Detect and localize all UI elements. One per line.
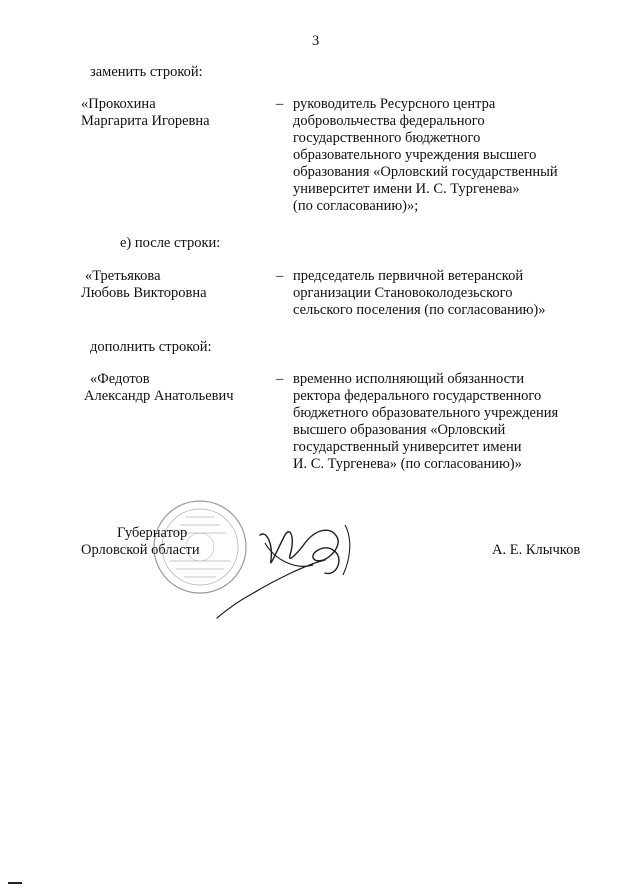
entry1-desc-line: университет имени И. С. Тургенева» <box>293 181 520 197</box>
entry3-description <box>293 371 593 473</box>
entry1-name-line2: Маргарита Игоревна <box>81 113 210 129</box>
entry3-name-line2: Александр Анатольевич <box>84 388 234 404</box>
entry3-desc-line: бюджетного образовательного учреждения <box>293 405 559 421</box>
entry1-name-line1: «Прокохина <box>81 96 156 112</box>
entry1-desc-line: (по согласованию)»; <box>293 198 419 214</box>
entry1-desc-line: руководитель Ресурсного центра <box>293 96 496 112</box>
entry2-desc-line: организации Становоколодезьского <box>293 285 513 301</box>
entry3-desc-line: временно исполняющий обязанности <box>293 371 525 387</box>
replace-label: заменить строкой: <box>90 64 203 80</box>
entry1-desc-line: государственного бюджетного <box>293 130 481 146</box>
entry2-description <box>293 268 593 319</box>
margin-mark <box>8 882 22 884</box>
entry1-dash: – <box>276 96 284 112</box>
entry3-dash: – <box>276 371 284 387</box>
governor-title-line2: Орловской области <box>81 542 200 558</box>
entry3-desc-line: государственный университет имени <box>293 439 522 455</box>
entry1-desc-line: образовательного учреждения высшего <box>293 147 537 163</box>
entry1-desc-line: добровольчества федерального <box>293 113 485 129</box>
governor-title-line1: Губернатор <box>117 525 188 541</box>
after-label: е) после строки: <box>120 235 221 251</box>
entry3-desc-line: И. С. Тургенева» (по согласованию)» <box>293 456 522 472</box>
entry2-dash: – <box>276 268 284 284</box>
entry3-name-line1: «Федотов <box>90 371 150 387</box>
entry1-desc-line: образования «Орловский государственный <box>293 164 558 180</box>
add-label: дополнить строкой: <box>90 339 212 355</box>
entry2-name-line2: Любовь Викторовна <box>81 285 207 301</box>
page-number: 3 <box>312 33 320 49</box>
handwritten-signature <box>205 505 365 620</box>
entry2-name-line1: «Третьякова <box>85 268 161 284</box>
entry1-description <box>293 96 593 215</box>
governor-name: А. Е. Клычков <box>492 542 581 558</box>
entry2-desc-line: сельского поселения (по согласованию)» <box>293 302 546 318</box>
entry2-desc-line: председатель первичной ветеранской <box>293 268 524 284</box>
entry3-desc-line: высшего образования «Орловский <box>293 422 506 438</box>
entry3-desc-line: ректора федерального государственного <box>293 388 542 404</box>
